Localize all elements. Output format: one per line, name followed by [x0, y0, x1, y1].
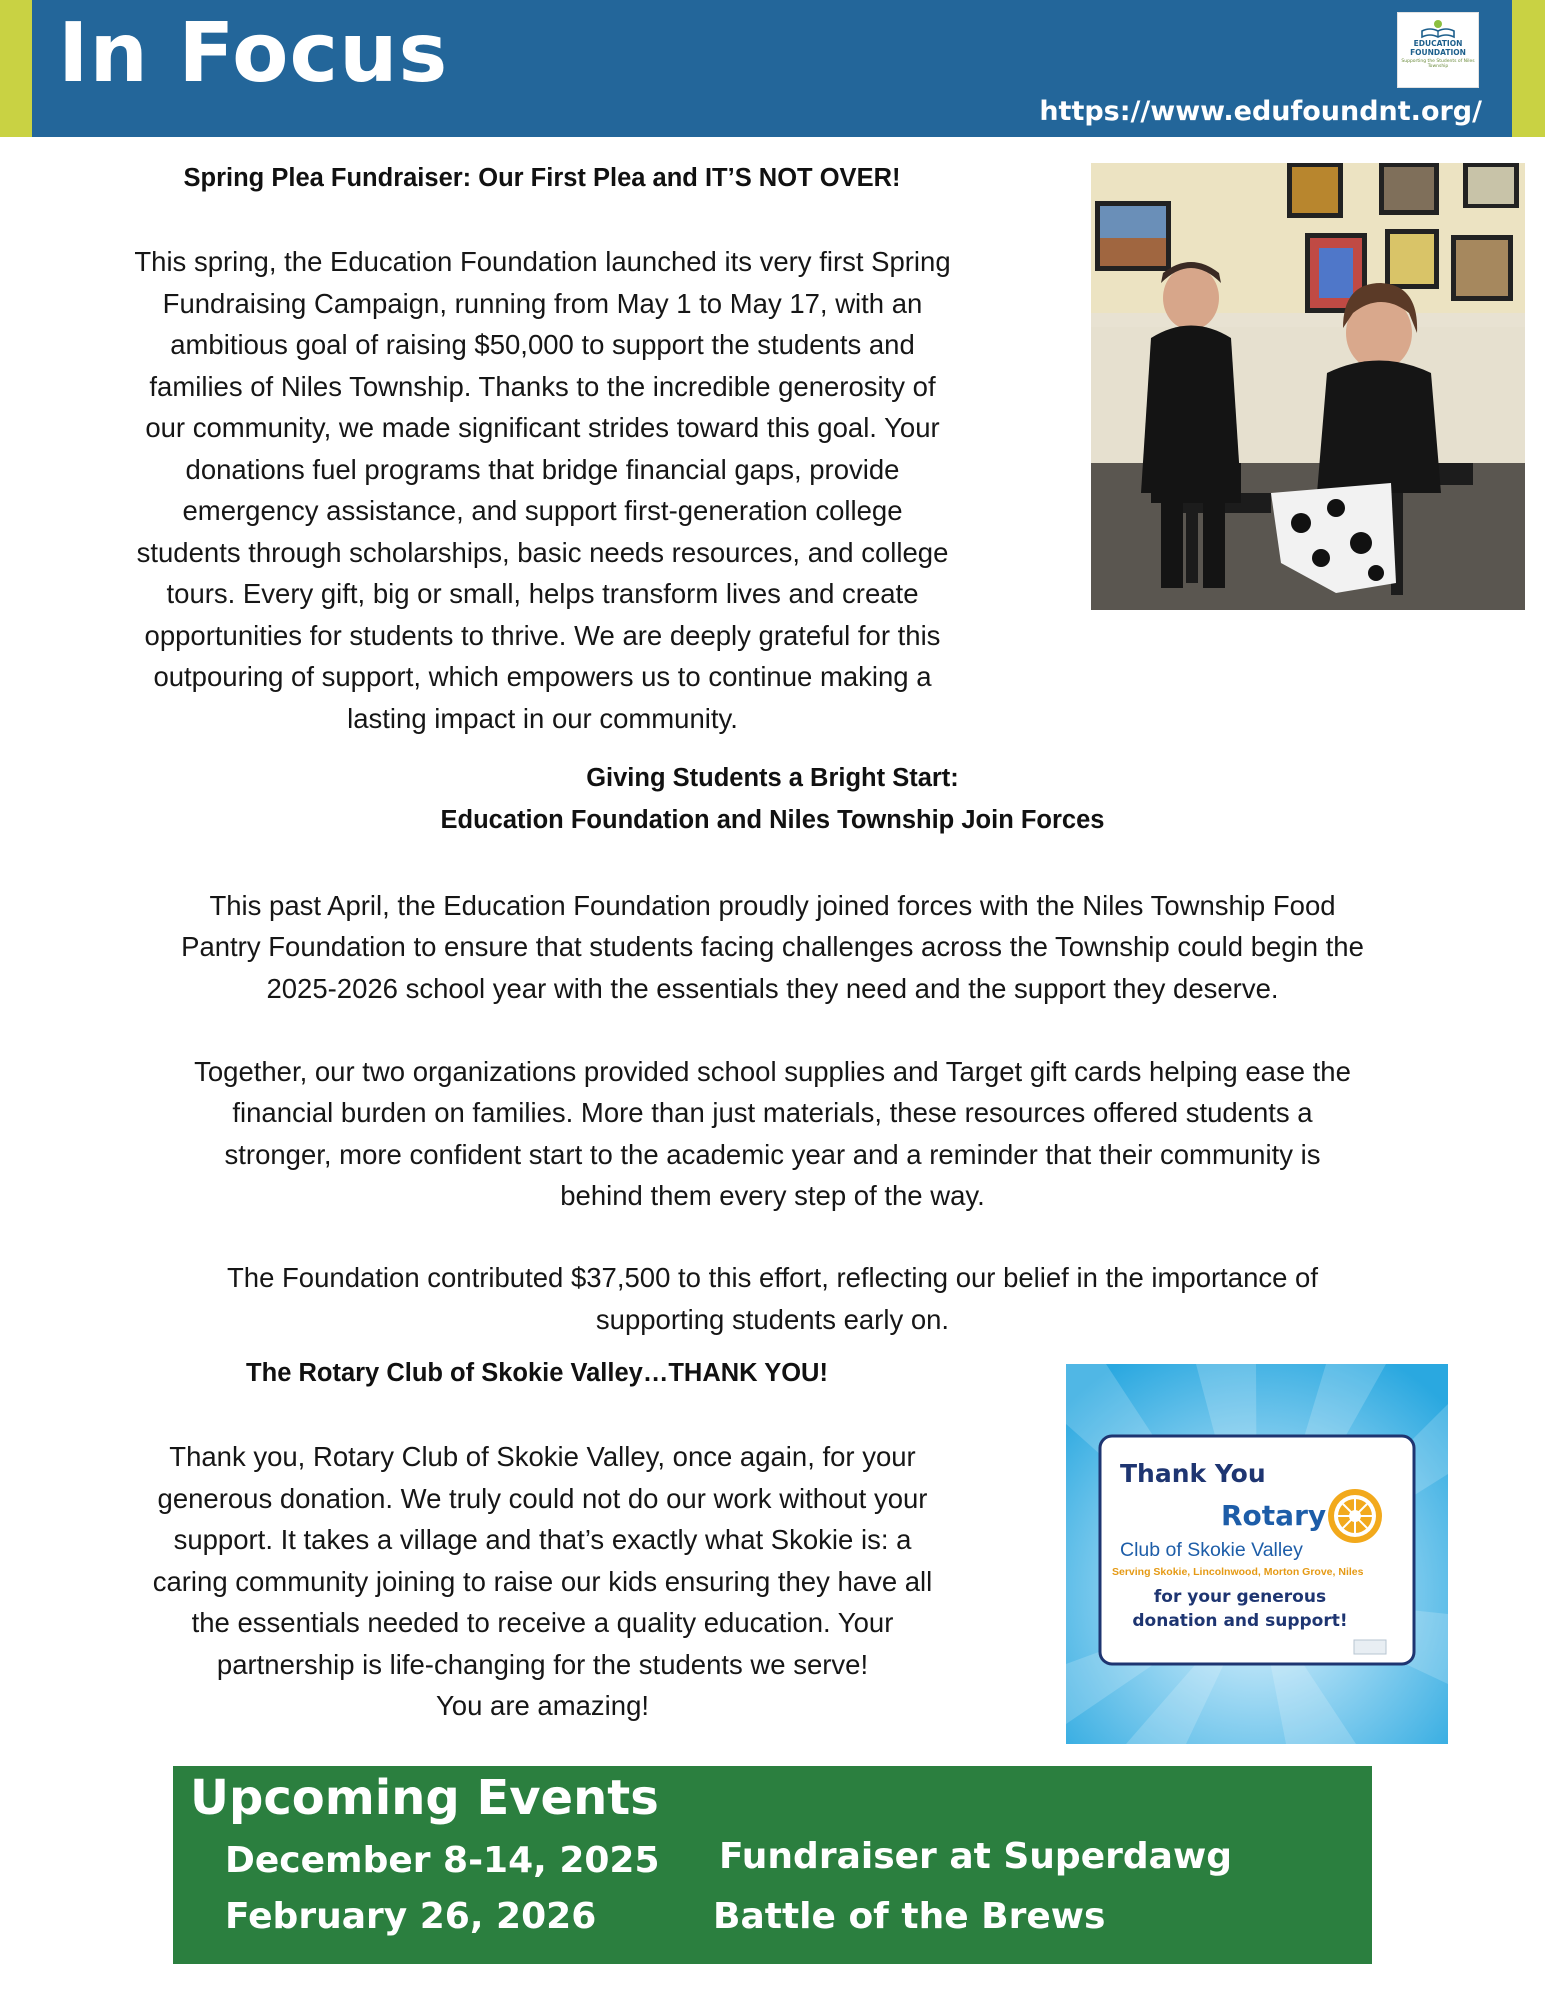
text-line: our community, we made significant strides toward this goal. Your — [145, 412, 940, 443]
text-line: stronger, more confident start to the academic year and a reminder that their community is — [224, 1139, 1321, 1170]
text-line: caring community joining to raise our kids ensuring they have all — [152, 1566, 933, 1597]
text-line: outpouring of support, which empowers us to continue making a — [153, 661, 932, 692]
text-line: Fundraising Campaign, running from May 1 to May 17, with an — [162, 288, 923, 319]
text-line: Together, our two organizations provided school supplies and Target gift cards helping ease the — [194, 1056, 1351, 1087]
text-line: ambitious goal of raising $50,000 to support the students and — [170, 329, 915, 360]
text-line: partnership is life-changing for the students we serve! — [216, 1649, 869, 1680]
rotary-wheel-icon — [1324, 1485, 1386, 1547]
text-line: supporting students early on. — [595, 1304, 950, 1335]
event-date: February 26, 2026 — [225, 1896, 597, 1937]
accent-bar-right — [1512, 0, 1545, 137]
logo-name-line1: EDUCATION — [1413, 39, 1463, 48]
card-message-line1: for your generous — [1153, 1587, 1327, 1607]
text-line: 2025-2026 school year with the essentials they need and the support they deserve. — [266, 973, 1279, 1004]
logo-name-line2: FOUNDATION — [1410, 48, 1466, 57]
text-line: Pantry Foundation to ensure that students facing challenges across the Township could begin the — [181, 931, 1364, 962]
header-banner — [32, 0, 1512, 137]
text-line: generous donation. We truly could not do our work without your — [157, 1483, 928, 1514]
open-book-icon — [1418, 19, 1458, 39]
text-line: This spring, the Education Foundation launched its very first Spring — [134, 246, 951, 277]
logo-tagline: Supporting the Students of Niles Township — [1401, 59, 1475, 69]
event-name: Battle of the Brews — [713, 1896, 1106, 1937]
text-line: You are amazing! — [435, 1690, 650, 1721]
rotary-heading: The Rotary Club of Skokie Valley…THANK YOU! — [246, 1359, 828, 1387]
event-date: December 8-14, 2025 — [225, 1840, 660, 1881]
card-message — [1104, 1585, 1376, 1633]
text-line: lasting impact in our community. — [347, 703, 738, 734]
text-line: Thank you, Rotary Club of Skokie Valley, once again, for your — [169, 1441, 916, 1472]
text-line: financial burden on families. More than just materials, these resources offered students a — [232, 1097, 1313, 1128]
card-serving-areas: Serving Skokie, Lincolnwood, Morton Grove, Niles — [1112, 1566, 1364, 1578]
spring-plea-heading: Spring Plea Fundraiser: Our First Plea and IT’S NOT OVER! — [183, 164, 901, 192]
text-line: the essentials needed to receive a quality education. Your — [191, 1607, 894, 1638]
text-line: opportunities for students to thrive. We are deeply grateful for this — [144, 620, 941, 651]
card-thank-you: Thank You — [1120, 1459, 1266, 1488]
foundation-leaders-photo — [1091, 163, 1525, 610]
text-line: donations fuel programs that bridge financial gaps, provide — [185, 454, 900, 485]
bright-start-heading-line2: Education Foundation and Niles Township Join Forces — [440, 806, 1105, 834]
text-line: tours. Every gift, big or small, helps transform lives and create — [166, 578, 919, 609]
text-line: This past April, the Education Foundation proudly joined forces with the Niles Township Food — [209, 890, 1336, 921]
accent-bar-left — [0, 0, 32, 137]
website-link[interactable]: https://www.edufoundnt.org/ — [1039, 96, 1482, 127]
text-line: families of Niles Township. Thanks to the incredible generosity of — [149, 371, 936, 402]
text-line: support. It takes a village and that’s exactly what Skokie is: a — [173, 1524, 912, 1555]
photo-illustration — [1091, 163, 1525, 610]
rotary-thank-you-graphic — [1066, 1364, 1448, 1744]
event-name: Fundraiser at Superdawg — [719, 1836, 1232, 1877]
text-line: behind them every step of the way. — [560, 1180, 985, 1211]
card-rotary: Rotary — [1221, 1499, 1327, 1532]
page-title: In Focus — [58, 6, 449, 101]
upcoming-events-title: Upcoming Events — [190, 1770, 659, 1826]
text-line: students through scholarships, basic needs resources, and college — [136, 537, 949, 568]
text-line: emergency assistance, and support first-generation college — [182, 495, 903, 526]
card-club-name: Club of Skokie Valley — [1120, 1539, 1303, 1561]
upcoming-events-box — [173, 1766, 1372, 1964]
bright-start-heading-line1: Giving Students a Bright Start: — [586, 764, 959, 792]
education-foundation-logo — [1397, 12, 1479, 88]
text-line: The Foundation contributed $37,500 to this effort, reflecting our belief in the importance of — [226, 1262, 1318, 1293]
card-message-line2: donation and support! — [1132, 1611, 1348, 1631]
